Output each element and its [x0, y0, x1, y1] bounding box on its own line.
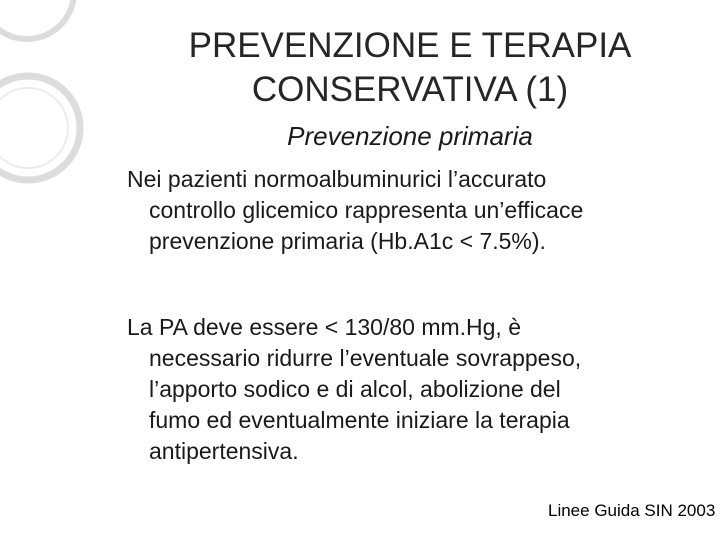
paragraph-line: necessario ridurre l’eventuale sovrappeso,	[149, 345, 582, 371]
slide-title-line-2: CONSERVATIVA (1)	[251, 70, 569, 109]
slide-title-line-1: PREVENZIONE E TERAPIA	[188, 26, 632, 65]
paragraph-line: fumo ed eventualmente iniziare la terapia	[149, 407, 570, 433]
paragraph-line: prevenzione primaria (Hb.A1c < 7.5%).	[149, 228, 546, 254]
paragraph-line: La PA deve essere < 130/80 mm.Hg, è	[127, 314, 521, 340]
paragraph-line: l’apporto sodico e di alcol, abolizione del	[149, 376, 561, 402]
slide-subtitle: Prevenzione primaria	[287, 121, 533, 151]
source-citation: Linee Guida SIN 2003	[548, 501, 716, 520]
decorative-circle-top	[0, 0, 74, 39]
slide-title	[110, 24, 710, 112]
paragraph-line: antipertensiva.	[149, 438, 299, 464]
paragraph-line: Nei pazienti normoalbuminurici l’accurato	[127, 166, 547, 192]
paragraph-line: controllo glicemico rappresenta un’efficace	[149, 197, 584, 223]
decorative-circle-inner	[0, 88, 68, 168]
paragraph-primary-prevention	[127, 164, 702, 257]
paragraph-blood-pressure	[127, 312, 702, 467]
